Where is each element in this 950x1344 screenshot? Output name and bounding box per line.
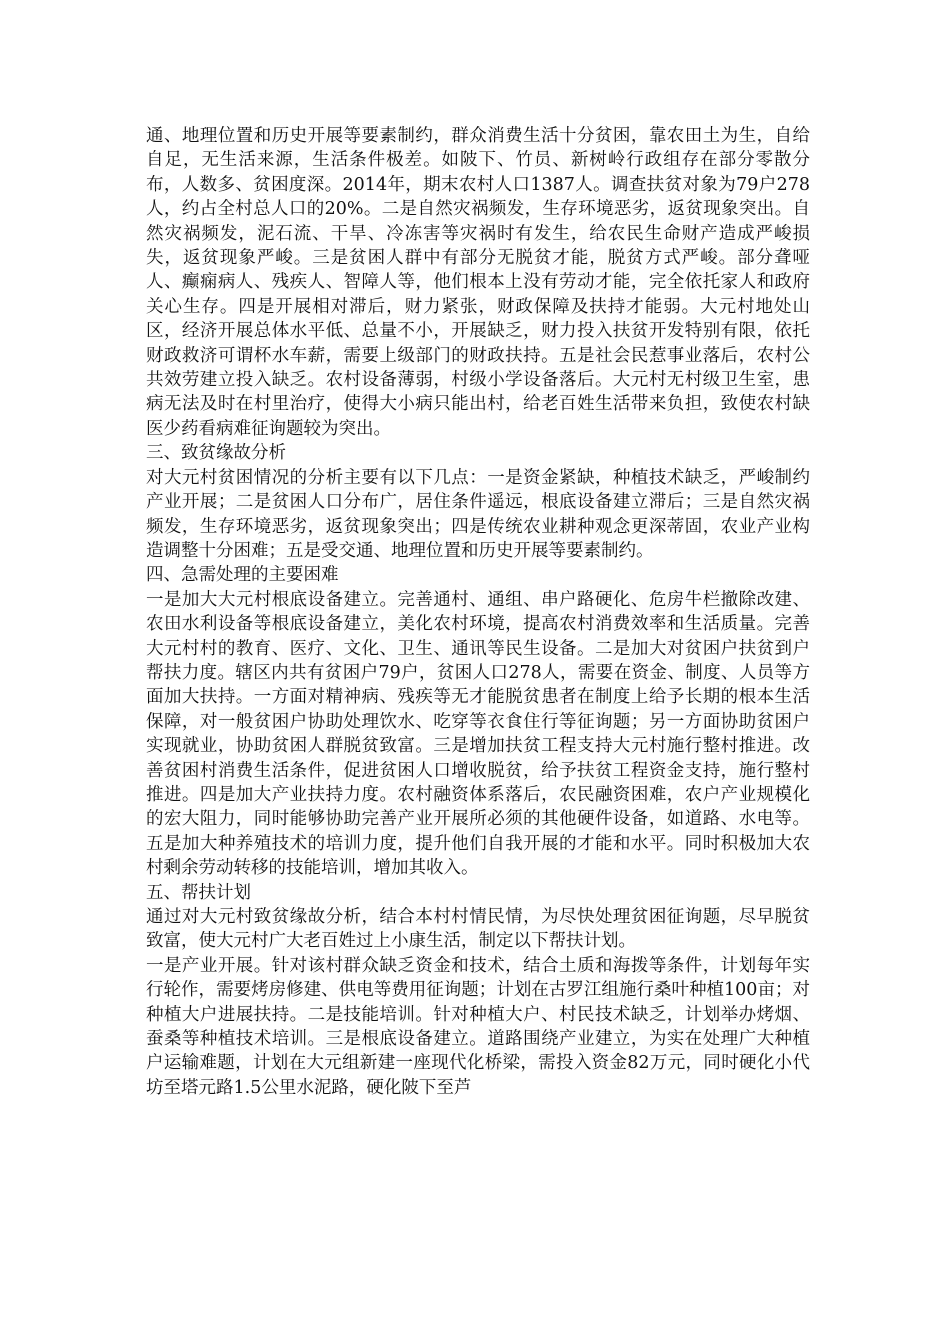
- section-5-body: 一是产业开展。针对该村群众缺乏资金和技术，结合土质和海拨等条件，计划每年实行轮作，需要烤房修建、供电等费用征询题；计划在古罗江组施行桑叶种植100亩；对种植大户进展扶持。二是技能培训。针对种植大户、村民技术缺乏，计划举办烤烟、蚕桑等种植技术培训。三是根底设备建立。道路围绕产业建立，为实在处理广大种植户运输难题，计划在大元组新建一座现代化桥梁，需投入资金82万元，同时硬化小代坊至塔元路1.5公里水泥路，硬化陂下至芦: [146, 955, 810, 1098]
- section-3-heading: 三、致贫缘故分析: [146, 443, 286, 464]
- section-4-heading: 四、急需处理的主要困难: [146, 565, 339, 586]
- section-5-heading: 五、帮扶计划: [146, 882, 251, 903]
- document-page: [146, 124, 810, 1100]
- section-4-body: 一是加大大元村根底设备建立。完善通村、通组、串户路硬化、危房牛栏撤除改建、农田水利设备等根底设备建立，美化农村环境，提高农村消费效率和生活质量。完善大元村村的教育、医疗、文化、卫生、通讯等民生设备。二是加大对贫困户扶贫到户帮扶力度。辖区内共有贫困户79户，贫困人口278人，需要在资金、制度、人员等方面加大扶持。一方面对精神病、残疾等无才能脱贫患者在制度上给予长期的根本生活保障，对一般贫困户协助处理饮水、吃穿等衣食住行等征询题；另一方面协助贫困户实现就业，协助贫困人群脱贫致富。三是增加扶贫工程支持大元村施行整村推进。改善贫困村消费生活条件，促进贫困人口增收脱贫，给予扶贫工程资金支持，施行整村推进。四是加大产业扶持力度。农村融资体系落后，农民融资困难，农户产业规模化的宏大阻力，同时能够协助完善产业开展所必须的其他硬件设备，如道路、水电等。五是加大种养殖技术的培训力度，提升他们自我开展的才能和水平。同时积极加大农村剩余劳动转移的技能培训，增加其收入。: [146, 589, 810, 879]
- paragraph-poverty-causes: 通、地理位置和历史开展等要素制约，群众消费生活十分贫困，靠农田土为生，自给自足，无生活来源，生活条件极差。如陂下、竹员、新树岭行政组存在部分零散分布，人数多、贫困度深。2014年，期末农村人口1387人。调查扶贫对象为79户278人，约占全村总人口的20%。二是自然灾祸频发，生存环境恶劣，返贫现象突出。自然灾祸频发，泥石流、干旱、冷冻害等灾祸时有发生，给农民生命财产造成严峻损失，返贫现象严峻。三是贫困人群中有部分无脱贫才能，脱贫方式严峻。部分聋哑人、癫痫病人、残疾人、智障人等，他们根本上没有劳动才能，完全依托家人和政府关心生存。四是开展相对滞后，财力紧张，财政保障及扶持才能弱。大元村地处山区，经济开展总体水平低、总量不小，开展缺乏，财力投入扶贫开发特别有限，依托财政救济可谓杯水车薪，需要上级部门的财政扶持。五是社会民惹事业落后，农村公共效劳建立投入缺乏。农村设备薄弱，村级小学设备落后。大元村无村级卫生室，患病无法及时在村里治疗，使得大小病只能出村，给老百姓生活带来负担，致使农村缺医少药看病难征询题较为突出。: [146, 126, 810, 439]
- section-5-intro: 通过对大元村致贫缘故分析，结合本村村情民情，为尽快处理贫困征询题，尽早脱贫致富，使大元村广大老百姓过上小康生活，制定以下帮扶计划。: [146, 907, 810, 952]
- section-3-body: 对大元村贫困情况的分析主要有以下几点：一是资金紧缺，种植技术缺乏，严峻制约产业开展；二是贫困人口分布广，居住条件遥远，根底设备建立滞后；三是自然灾祸频发，生存环境恶劣，返贫现象突出；四是传统农业耕种观念更深蒂固，农业产业构造调整十分困难；五是受交通、地理位置和历史开展等要素制约。: [146, 467, 810, 561]
